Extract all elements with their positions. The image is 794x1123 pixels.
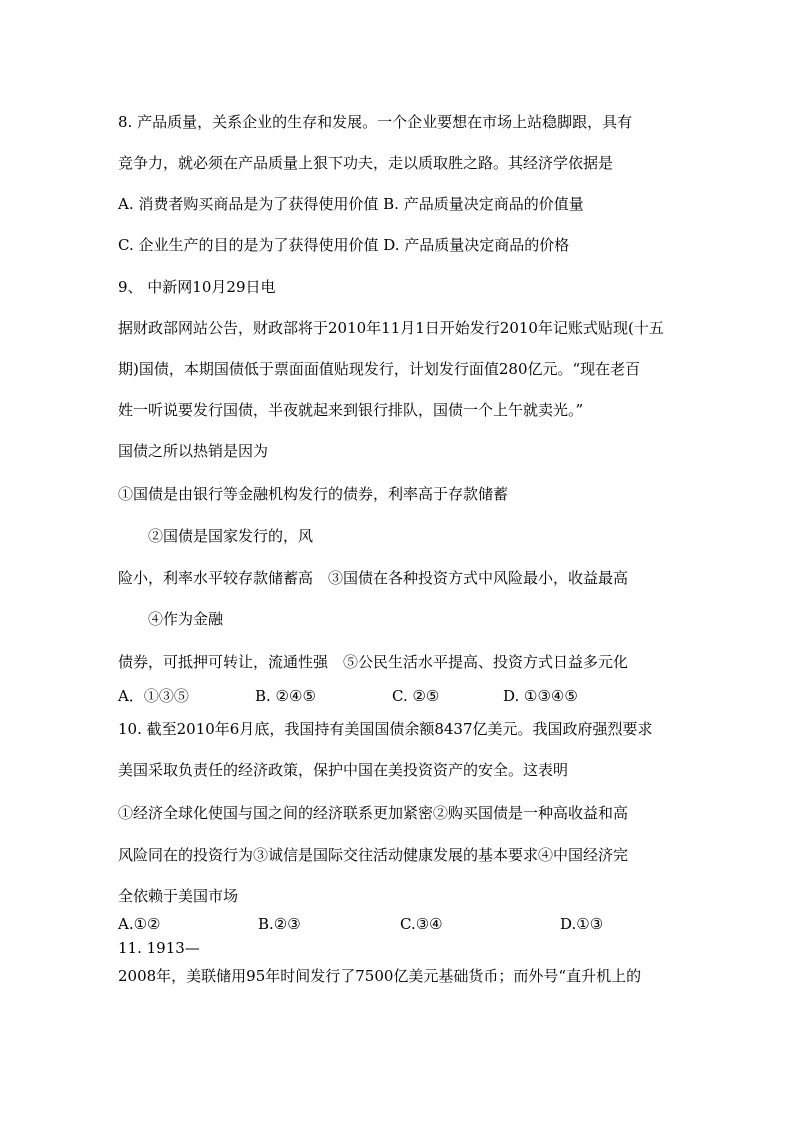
q9-item-line-4: ④作为金融 (148, 610, 224, 628)
q9-item-line-1: ①国债是由银行等金融机构发行的债券，利率高于存款储蓄 (118, 485, 509, 503)
q9-option-a: A．①③⑤ (118, 687, 189, 705)
q9-stem-line-1: 9、 中新网10月29日电 (118, 278, 276, 296)
q10-item-line-3: 全依赖于美国市场 (118, 887, 239, 905)
q9-item-line-3: 险小，利率水平较存款储蓄高 ③国债在各种投资方式中风险最小，收益最高 (118, 569, 629, 587)
q8-options-cd: C. 企业生产的目的是为了获得使用价值 D. 产品质量决定商品的价格 (118, 236, 570, 254)
q10-item-line-1: ①经济全球化使国与国之间的经济联系更加紧密②购买国债是一种高收益和高 (118, 804, 629, 822)
q8-stem-line-2: 竞争力，就必须在产品质量上狠下功夫，走以质取胜之路。其经济学依据是 (118, 154, 614, 172)
q10-item-line-2: 风险同在的投资行为③诚信是国际交往活动健康发展的基本要求④中国经济完 (118, 846, 629, 864)
q9-item-line-2: ②国债是国家发行的，风 (148, 527, 314, 545)
q9-stem-line-4: 姓一听说要发行国债，半夜就起来到银行排队，国债一个上午就卖光。” (118, 401, 584, 419)
q9-option-b: B. ②④⑤ (255, 687, 316, 705)
q9-stem-line-3: 期)国债，本期国债低于票面面值贴现发行，计划发行面值280亿元。“现在老百 (118, 360, 641, 378)
q10-option-d: D.①③ (560, 915, 604, 933)
q9-item-line-5: 债券，可抵押可转让，流通性强 ⑤公民生活水平提高、投资方式日益多元化 (118, 653, 629, 671)
q9-option-c: C. ②⑤ (392, 687, 440, 705)
q10-option-c: C.③④ (400, 915, 443, 933)
q9-option-d: D. ①③④⑤ (503, 687, 578, 705)
q10-stem-line-1: 10. 截至2010年6月底，我国持有美国国债余额8437亿美元。我国政府强烈要求 (118, 720, 653, 738)
q8-options-ab: A. 消费者购买商品是为了获得使用价值 B. 产品质量决定商品的价值量 (118, 195, 584, 213)
q11-stem-line-2: 2008年，美联储用95年时间发行了7500亿美元基础货币；而外号“直升机上的 (118, 967, 642, 985)
q9-stem-line-5: 国债之所以热销是因为 (118, 442, 269, 460)
q10-stem-line-2: 美国采取负责任的经济政策，保护中国在美投资资产的安全。这表明 (118, 761, 569, 779)
q11-stem-line-1: 11. 1913— (118, 939, 200, 957)
q10-option-a: A.①② (118, 915, 161, 933)
q10-option-b: B.②③ (258, 915, 301, 933)
q8-stem-line-1: 8. 产品质量，关系企业的生存和发展。一个企业要想在市场上站稳脚跟，具有 (118, 113, 633, 131)
q9-stem-line-2: 据财政部网站公告，财政部将于2010年11月1日开始发行2010年记账式贴现(十五 (118, 319, 664, 337)
